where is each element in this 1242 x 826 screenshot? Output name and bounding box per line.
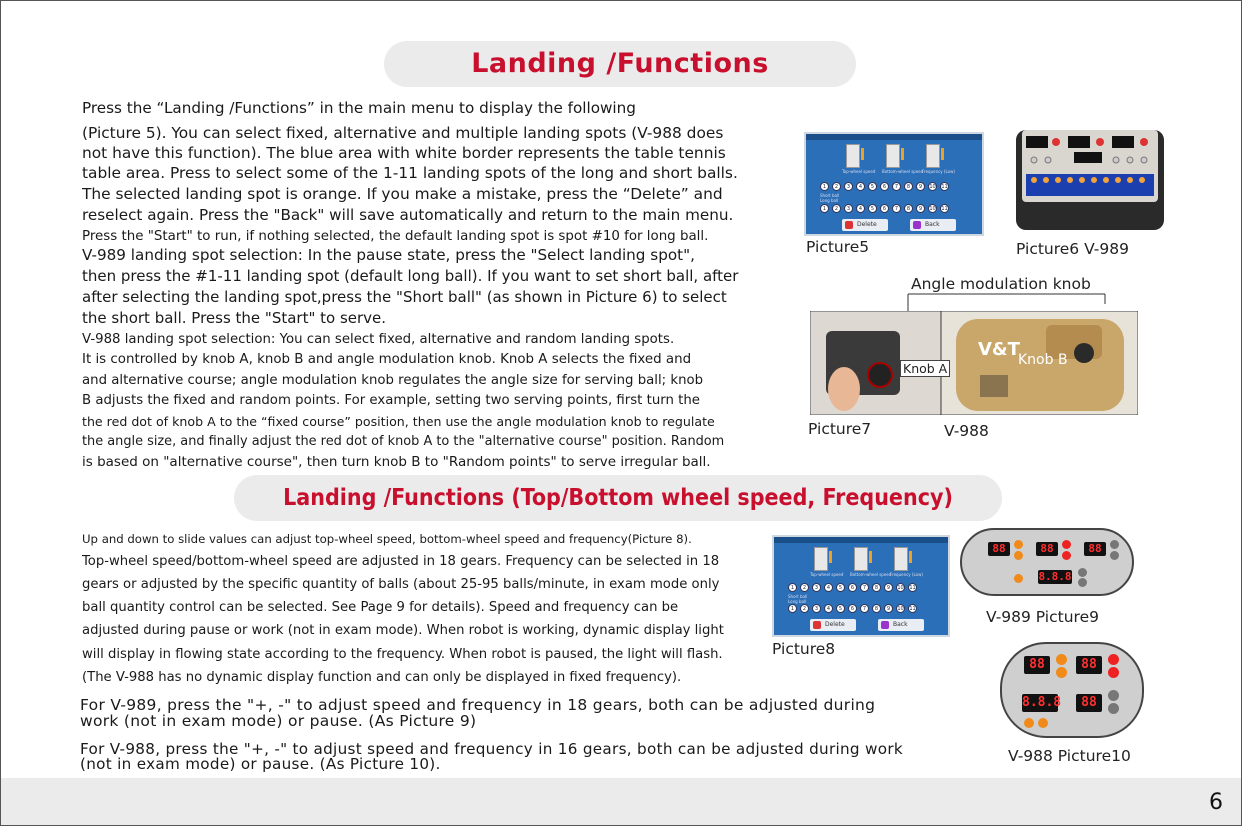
speed-arrow-icon bbox=[829, 551, 832, 563]
speed-arrow-icon bbox=[901, 148, 904, 160]
wheel-icon bbox=[846, 144, 860, 168]
down-button[interactable] bbox=[1038, 718, 1048, 728]
screen-label: Frequency (Low) bbox=[890, 572, 923, 577]
seg-display: 88 bbox=[1036, 542, 1058, 556]
text-line: (not in exam mode) or pause. (As Picture 10). bbox=[80, 755, 441, 773]
caption-v988: V-988 bbox=[944, 422, 989, 440]
text-line: ball quantity control can be selected. See Page 9 for details). Speed and frequency can be bbox=[82, 600, 679, 615]
text-line: The selected landing spot is orange. If you make a mistake, press the “Delete” and bbox=[82, 185, 723, 203]
frequency-icon bbox=[926, 144, 940, 168]
caption-picture9: V-989 Picture9 bbox=[986, 608, 1099, 626]
caption-picture6: Picture6 V-989 bbox=[1016, 240, 1129, 258]
plus-button[interactable] bbox=[1062, 540, 1071, 549]
landing-spot[interactable]: 11 bbox=[909, 585, 916, 591]
landing-spot[interactable]: 6 bbox=[880, 204, 889, 213]
text-line: adjusted during pause or work (not in exam mode). When robot is working, dynamic display light bbox=[82, 623, 724, 638]
landing-spot[interactable]: 4 bbox=[856, 204, 865, 213]
text-line: (The V-988 has no dynamic display function and can only be displayed in fixed frequency). bbox=[82, 670, 682, 685]
landing-spot-row-top bbox=[820, 182, 949, 191]
landing-spot[interactable]: 6 bbox=[848, 604, 857, 613]
landing-spot[interactable]: 6 bbox=[848, 583, 857, 592]
knob-a bbox=[868, 363, 892, 387]
caption-picture10: V-988 Picture10 bbox=[1008, 747, 1131, 765]
seg-display bbox=[1068, 136, 1090, 148]
button bbox=[1096, 138, 1104, 146]
down-button[interactable] bbox=[1078, 578, 1087, 587]
screen-label: Top-wheel speed bbox=[810, 572, 844, 577]
text-line: For V-988, press the "+, -" to adjust speed and frequency in 16 gears, both can be adjusted during work bbox=[80, 740, 903, 758]
text-line: reselect again. Press the "Back" will save automatically and return to the main menu. bbox=[82, 206, 734, 224]
long-ball-label: Long ball bbox=[788, 599, 807, 604]
landing-spot[interactable]: 1 bbox=[788, 604, 797, 613]
seg-display: 88 bbox=[1024, 656, 1050, 674]
text-line: It is controlled by knob A, knob B and angle modulation knob. Knob A selects the fixed and bbox=[82, 352, 692, 367]
landing-spot[interactable]: 9 bbox=[884, 583, 893, 592]
delete-icon bbox=[845, 221, 853, 229]
caption-picture8: Picture8 bbox=[772, 640, 836, 658]
landing-spot[interactable]: 10 bbox=[929, 184, 936, 190]
landing-spot[interactable]: 11 bbox=[941, 206, 948, 212]
delete-button[interactable] bbox=[810, 619, 856, 631]
landing-spot[interactable]: 3 bbox=[812, 604, 821, 613]
seg-display bbox=[1074, 152, 1102, 163]
landing-spot[interactable]: 9 bbox=[916, 204, 925, 213]
up-button[interactable] bbox=[1024, 718, 1034, 728]
wheel-icon bbox=[854, 547, 868, 571]
landing-spot[interactable]: 4 bbox=[824, 604, 833, 613]
text-line: gears or adjusted by the specific quantity of balls (about 25-95 balls/minute, in exam mode only bbox=[82, 577, 720, 592]
back-button[interactable] bbox=[878, 619, 924, 631]
caption-picture7: Picture7 bbox=[808, 420, 872, 438]
section-title-wheel-speed-frequency: Landing /Functions (Top/Bottom wheel speed, Frequency) bbox=[234, 475, 1002, 521]
text-line: Press the "Start" to run, if nothing selected, the default landing spot is spot #10 for long ball. bbox=[82, 229, 709, 244]
delete-button[interactable] bbox=[842, 219, 888, 231]
landing-spot[interactable]: 1 bbox=[820, 204, 829, 213]
seg-display: 88 bbox=[988, 542, 1010, 556]
knob-b bbox=[1074, 343, 1094, 363]
seg-display bbox=[1026, 136, 1048, 148]
text-line: For V-989, press the "+, -" to adjust speed and frequency in 18 gears, both can be adjusted during bbox=[80, 696, 876, 714]
minus-button[interactable] bbox=[1056, 667, 1067, 678]
text-line: Press the “Landing /Functions” in the main menu to display the following bbox=[82, 99, 636, 117]
picture10-v988-panel bbox=[1000, 642, 1144, 738]
picture8-touchscreen bbox=[772, 535, 950, 637]
page-number: 6 bbox=[1209, 790, 1223, 815]
text-line: not have this function). The blue area with white border represents the table tennis bbox=[82, 144, 726, 162]
text-line: the red dot of knob A to the “fixed course” position, then use the angle modulation knob to regulate bbox=[82, 414, 715, 429]
landing-spot[interactable]: 7 bbox=[892, 204, 901, 213]
back-icon bbox=[913, 221, 921, 229]
picture6-v989-controller bbox=[1012, 124, 1168, 234]
screen-label: Frequency (Low) bbox=[922, 169, 955, 174]
frequency-icon bbox=[894, 547, 908, 571]
landing-spot[interactable]: 1 bbox=[820, 182, 829, 191]
delete-label: Delete bbox=[825, 621, 845, 628]
back-label: Back bbox=[925, 221, 940, 228]
landing-spot[interactable]: 9 bbox=[916, 182, 925, 191]
text-line: (Picture 5). You can select fixed, alternative and multiple landing spots (V-988 does bbox=[82, 124, 724, 142]
short-ball-label: Short ball bbox=[820, 193, 840, 198]
minus-button[interactable] bbox=[1108, 667, 1119, 678]
minus-button[interactable] bbox=[1014, 551, 1023, 560]
landing-spot[interactable]: 5 bbox=[836, 604, 845, 613]
landing-spot[interactable]: 11 bbox=[941, 184, 948, 190]
delete-icon bbox=[813, 621, 821, 629]
screen-label: Top-wheel speed bbox=[842, 169, 876, 174]
angle-knob-label: Angle modulation knob bbox=[911, 275, 1091, 293]
seg-display: 88 bbox=[1076, 656, 1102, 674]
text-line: Up and down to slide values can adjust top-wheel speed, bottom-wheel speed and frequency(Picture 8). bbox=[82, 532, 692, 546]
landing-spot[interactable]: 3 bbox=[844, 204, 853, 213]
landing-spot[interactable]: 8 bbox=[872, 583, 881, 592]
landing-spot[interactable]: 5 bbox=[868, 204, 877, 213]
landing-spot[interactable]: 7 bbox=[860, 604, 869, 613]
section-title-landing-functions: Landing /Functions bbox=[384, 41, 856, 87]
landing-spot[interactable]: 7 bbox=[860, 583, 869, 592]
landing-spot[interactable]: 10 bbox=[929, 206, 936, 212]
landing-spot-row-bottom bbox=[788, 604, 917, 613]
back-button[interactable] bbox=[910, 219, 956, 231]
text-line: V-989 landing spot selection: In the pause state, press the "Select landing spot", bbox=[82, 246, 695, 264]
speed-arrow-icon bbox=[869, 551, 872, 563]
screen-status-bar bbox=[774, 537, 948, 543]
text-line: and alternative course; angle modulation knob regulates the angle size for serving ball; knob bbox=[82, 373, 704, 388]
knob-a-label: Knob A bbox=[900, 360, 950, 377]
up-button[interactable] bbox=[1078, 568, 1087, 577]
landing-spot[interactable]: 3 bbox=[844, 182, 853, 191]
text-line: work (not in exam mode) or pause. (As Picture 9) bbox=[80, 712, 477, 730]
minus-button[interactable] bbox=[1108, 703, 1119, 714]
landing-spot[interactable]: 2 bbox=[800, 583, 809, 592]
landing-spot[interactable]: 3 bbox=[812, 583, 821, 592]
button bbox=[1140, 138, 1148, 146]
frequency-display: 8.8.8 bbox=[1038, 570, 1072, 583]
caption-picture5: Picture5 bbox=[806, 238, 870, 256]
text-line: the angle size, and finally adjust the red dot of knob A to the "alternative course" position. Random bbox=[82, 434, 725, 449]
landing-spot-row-top bbox=[788, 583, 917, 592]
frequency-arrow-icon bbox=[909, 551, 912, 563]
text-line: table area. Press to select some of the 1-11 landing spots of the long and short balls. bbox=[82, 164, 738, 182]
screen-label: Bottom-wheel speed bbox=[882, 169, 924, 174]
minus-button[interactable] bbox=[1062, 551, 1071, 560]
landing-spot[interactable]: 7 bbox=[892, 182, 901, 191]
landing-spot[interactable]: 9 bbox=[884, 604, 893, 613]
landing-spot[interactable]: 4 bbox=[824, 583, 833, 592]
text-line: Top-wheel speed/bottom-wheel speed are adjusted in 18 gears. Frequency can be selected in 18 bbox=[82, 554, 720, 569]
hand bbox=[828, 367, 860, 411]
frequency-arrow-icon bbox=[941, 148, 944, 160]
picture7-v988-photo bbox=[810, 311, 1138, 415]
landing-spot[interactable]: 5 bbox=[836, 583, 845, 592]
text-line: is based on "alternative course", then turn knob B to "Random points" to serve irregular ball. bbox=[82, 454, 711, 470]
page-footer bbox=[1, 778, 1241, 825]
landing-spot[interactable]: 11 bbox=[909, 606, 916, 612]
minus-button[interactable] bbox=[1110, 551, 1119, 560]
landing-spot[interactable]: 5 bbox=[868, 182, 877, 191]
picture5-touchscreen bbox=[804, 132, 984, 236]
speed-arrow-icon bbox=[861, 148, 864, 160]
landing-spot[interactable]: 8 bbox=[872, 604, 881, 613]
plus-button[interactable] bbox=[1014, 540, 1023, 549]
text-line: B adjusts the fixed and random points. For example, setting two serving points, first turn the bbox=[82, 393, 700, 408]
text-line: after selecting the landing spot,press the "Short ball" (as shown in Picture 6) to select bbox=[82, 288, 727, 306]
picture9-v989-panel bbox=[960, 528, 1134, 596]
frequency-display: 8.8.8 bbox=[1022, 695, 1062, 710]
landing-spot[interactable]: 1 bbox=[788, 583, 797, 592]
back-icon bbox=[881, 621, 889, 629]
seg-display: 88 bbox=[1084, 542, 1106, 556]
text-line: the short ball. Press the "Start" to serve. bbox=[82, 309, 387, 327]
wheel-icon bbox=[814, 547, 828, 571]
screen-label: Bottom-wheel speed bbox=[850, 572, 892, 577]
frequency-button[interactable] bbox=[1014, 574, 1023, 583]
landing-spot[interactable]: 2 bbox=[800, 604, 809, 613]
long-ball-label: Long ball bbox=[820, 198, 839, 203]
plus-button[interactable] bbox=[1108, 654, 1119, 665]
plus-button[interactable] bbox=[1110, 540, 1119, 549]
svg-text:V&T: V&T bbox=[978, 339, 1020, 360]
delete-label: Delete bbox=[857, 221, 877, 228]
text-line: V-988 landing spot selection: You can select fixed, alternative and random landing spots. bbox=[82, 332, 675, 347]
landing-spot[interactable]: 10 bbox=[897, 606, 904, 612]
plus-button[interactable] bbox=[1056, 654, 1067, 665]
landing-spot-row-bottom bbox=[820, 204, 949, 213]
text-line: will display in flowing state according to the frequency. When robot is paused, the light will flash. bbox=[82, 647, 723, 662]
back-label: Back bbox=[893, 621, 908, 628]
screen-status-bar bbox=[806, 134, 982, 140]
seg-display: 88 bbox=[1076, 694, 1102, 712]
landing-spot[interactable]: 8 bbox=[904, 204, 913, 213]
seg-display bbox=[1112, 136, 1134, 148]
landing-spot[interactable]: 6 bbox=[880, 182, 889, 191]
landing-spot[interactable]: 4 bbox=[856, 182, 865, 191]
short-ball-label: Short ball bbox=[788, 594, 808, 599]
landing-spot[interactable]: 10 bbox=[897, 585, 904, 591]
plus-button[interactable] bbox=[1108, 690, 1119, 701]
landing-spot[interactable]: 2 bbox=[832, 182, 841, 191]
text-line: then press the #1-11 landing spot (default long ball). If you want to set short ball, after bbox=[82, 267, 739, 285]
wheel-icon bbox=[886, 144, 900, 168]
landing-spot[interactable]: 8 bbox=[904, 182, 913, 191]
button bbox=[1052, 138, 1060, 146]
landing-spot[interactable]: 2 bbox=[832, 204, 841, 213]
knob-b-label: Knob B bbox=[1018, 352, 1068, 368]
